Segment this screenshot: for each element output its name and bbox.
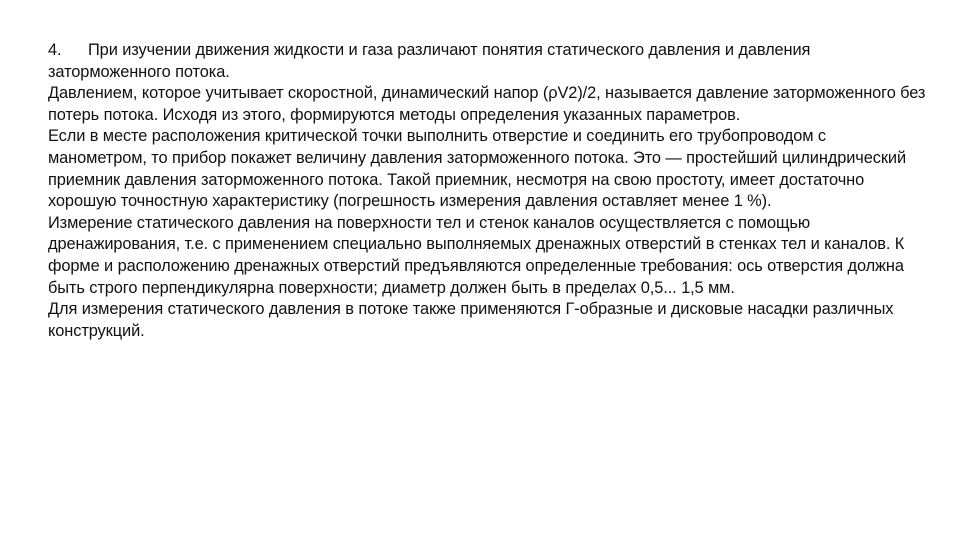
slide-body-text [48,40,928,342]
paragraph-text: Измерение статического давления на поверхности тел и стенок каналов осуществляется с помощью дренажирования, т.е. с применением специально выполняемых дренажных отверстий в стенках тел и каналов. К форме и расположению дренажных отверстий предъявляются определенные требования: ось отверстия должна быть строго перпендикулярна поверхности; диаметр должен быть в пределах 0,5... 1,5 мм. [48,213,905,297]
paragraph-text: При изучении движения жидкости и газа различают понятия статического давления и давления заторможенного потока. [48,41,811,81]
paragraph-static-pressure-drainage [48,213,928,299]
paragraph-text: Для измерения статического давления в потоке также применяются Г-образные и дисковые насадки различных конструкций. [48,300,894,340]
paragraph-text: Давлением, которое учитывает скоростной, динамический напор (ρV2)/2, называется давление заторможенного без потерь потока. Исходя из этого, формируются методы определения указанных параметров. [48,84,926,124]
paragraph-probes [48,299,928,342]
list-number: 4. [48,41,62,59]
paragraph-critical-point [48,126,928,212]
paragraph-stagnation-pressure [48,83,928,126]
paragraph-intro [48,40,928,83]
paragraph-text: Если в месте расположения критической точки выполнить отверстие и соединить его трубопроводом с манометром, то прибор покажет величину давления заторможенного потока. Это — простейший цилиндрический приемник давления заторможенного потока. Такой приемник, несмотря на свою простоту, имеет достаточно хорошую точностную характеристику (погрешность измерения давления оставляет менее 1 %). [48,127,907,211]
